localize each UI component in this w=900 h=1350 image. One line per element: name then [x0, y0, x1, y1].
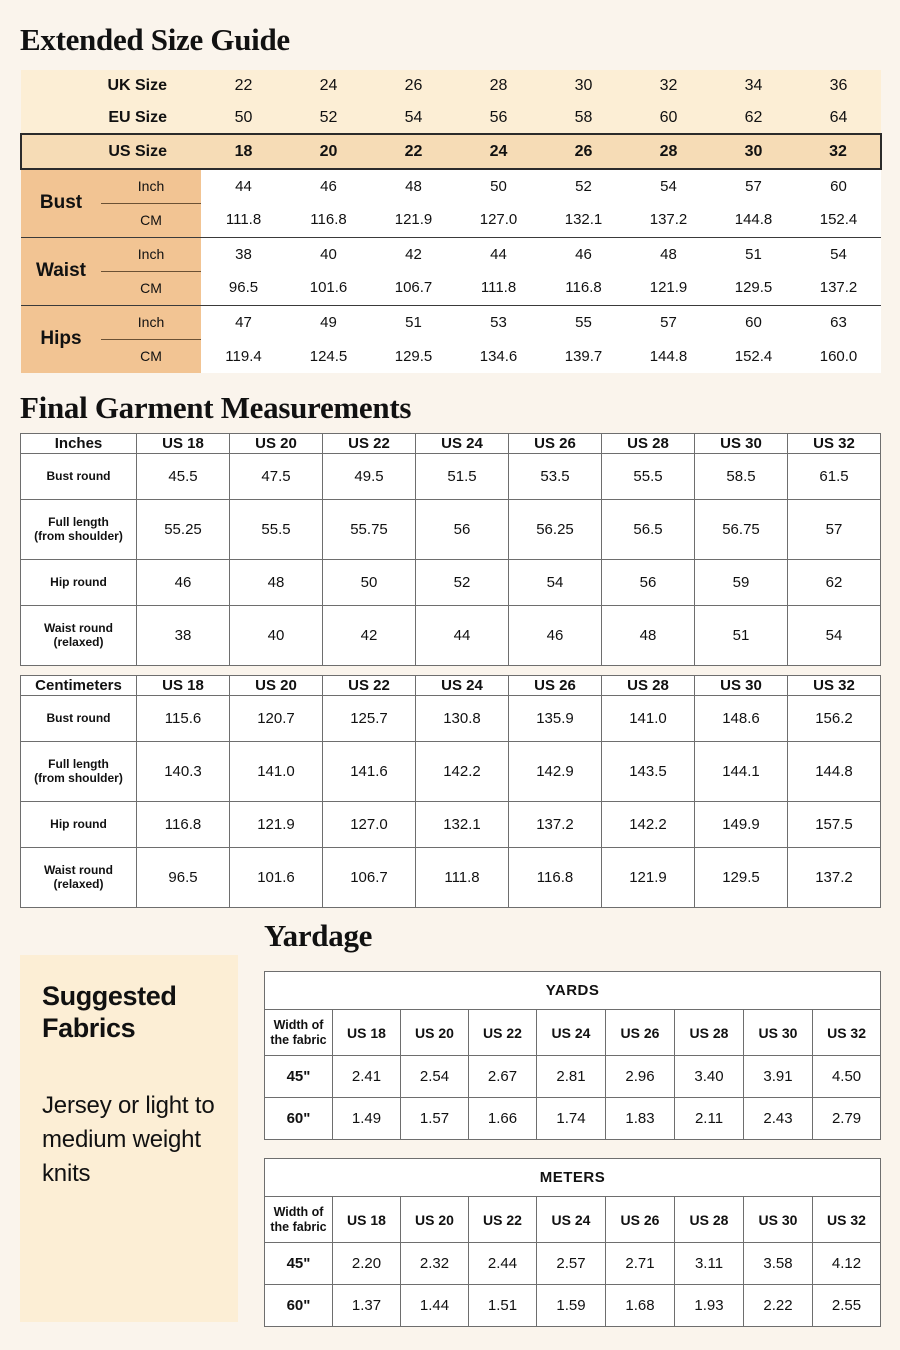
measurement-value: 144.8 [626, 339, 711, 373]
measurement-value: 48 [371, 169, 456, 203]
garment-inches-value: 55.5 [602, 454, 695, 500]
meters-value: 2.55 [813, 1285, 881, 1327]
meters-value: 1.68 [606, 1285, 675, 1327]
garment-inches-column-header: US 20 [230, 434, 323, 454]
yards-value: 2.54 [401, 1056, 469, 1098]
garment-cm-value: 121.9 [602, 848, 695, 908]
table-row [265, 1243, 881, 1285]
yards-width-label: 60" [265, 1098, 333, 1140]
yardage-section-title: Yardage [264, 918, 373, 953]
yards-column-header: US 22 [469, 1010, 537, 1056]
meters-column-header: US 22 [469, 1197, 537, 1243]
yards-value: 3.40 [675, 1056, 744, 1098]
measurement-value: 40 [286, 237, 371, 271]
garment-cm-table [20, 675, 881, 908]
garment-inches-value: 45.5 [137, 454, 230, 500]
garment-inches-value: 51 [695, 606, 788, 666]
yards-corner-label: Width of the fabric [265, 1010, 333, 1056]
size-value: 60 [626, 102, 711, 134]
garment-cm-value: 132.1 [416, 802, 509, 848]
garment-cm-value: 135.9 [509, 696, 602, 742]
measurement-value: 137.2 [626, 203, 711, 237]
size-value: 58 [541, 102, 626, 134]
yards-value: 1.49 [333, 1098, 401, 1140]
yards-column-header: US 18 [333, 1010, 401, 1056]
yards-value: 1.83 [606, 1098, 675, 1140]
garment-inches-table [20, 433, 881, 666]
garment-inches-corner-label: Inches [21, 434, 137, 454]
measurement-value: 134.6 [456, 339, 541, 373]
size-value: 64 [796, 102, 881, 134]
yards-value: 2.67 [469, 1056, 537, 1098]
meters-value: 4.12 [813, 1243, 881, 1285]
size-value: 26 [541, 134, 626, 169]
yards-column-header: US 24 [537, 1010, 606, 1056]
garment-cm-value: 125.7 [323, 696, 416, 742]
measurement-value: 101.6 [286, 271, 371, 305]
garment-inches-value: 57 [788, 500, 881, 560]
measurement-value: 47 [201, 305, 286, 339]
measurement-row-waist-cm [21, 271, 881, 305]
size-row-uk-size [21, 70, 881, 102]
measurement-value: 127.0 [456, 203, 541, 237]
garment-cm-value: 142.2 [602, 802, 695, 848]
unit-label-inch: Inch [101, 305, 201, 339]
measurement-value: 48 [626, 237, 711, 271]
garment-inches-value: 56 [416, 500, 509, 560]
size-value: 34 [711, 70, 796, 102]
garment-inches-value: 52 [416, 560, 509, 606]
meters-corner-label: Width of the fabric [265, 1197, 333, 1243]
measurement-value: 63 [796, 305, 881, 339]
garment-inches-value: 38 [137, 606, 230, 666]
garment-cm-value: 127.0 [323, 802, 416, 848]
table-row [21, 696, 881, 742]
table-row [21, 848, 881, 908]
table-row [21, 802, 881, 848]
garment-inches-value: 42 [323, 606, 416, 666]
measurement-value: 49 [286, 305, 371, 339]
table-row [21, 454, 881, 500]
measurement-value: 54 [796, 237, 881, 271]
garment-inches-value: 56.5 [602, 500, 695, 560]
measurement-value: 51 [371, 305, 456, 339]
measurement-value: 116.8 [286, 203, 371, 237]
garment-cm-value: 121.9 [230, 802, 323, 848]
size-value: 18 [201, 134, 286, 169]
size-row-label: EU Size [21, 102, 201, 134]
garment-cm-value: 115.6 [137, 696, 230, 742]
size-row-eu-size [21, 102, 881, 134]
meters-column-header: US 20 [401, 1197, 469, 1243]
garment-cm-value: 137.2 [509, 802, 602, 848]
garment-inches-header-row [21, 434, 881, 454]
measurement-value: 38 [201, 237, 286, 271]
size-value: 30 [711, 134, 796, 169]
garment-cm-value: 129.5 [695, 848, 788, 908]
table-row [21, 560, 881, 606]
garment-cm-value: 111.8 [416, 848, 509, 908]
size-row-us-size [21, 134, 881, 169]
yards-column-header: US 26 [606, 1010, 675, 1056]
garment-cm-header-row [21, 676, 881, 696]
measurement-row-waist-inch [21, 237, 881, 271]
table-row [21, 742, 881, 802]
measurement-value: 57 [711, 169, 796, 203]
table-row [21, 606, 881, 666]
measurement-value: 111.8 [456, 271, 541, 305]
garment-inches-value: 56 [602, 560, 695, 606]
size-value: 32 [626, 70, 711, 102]
garment-inches-value: 51.5 [416, 454, 509, 500]
garment-inches-value: 44 [416, 606, 509, 666]
garment-cm-row-label: Waist round (relaxed) [21, 848, 137, 908]
garment-inches-value: 62 [788, 560, 881, 606]
suggested-fabrics-title: Suggested Fabrics [42, 981, 177, 1043]
garment-cm-value: 157.5 [788, 802, 881, 848]
measurement-value: 46 [286, 169, 371, 203]
size-value: 32 [796, 134, 881, 169]
garment-cm-row-label: Full length (from shoulder) [21, 742, 137, 802]
measurement-value: 124.5 [286, 339, 371, 373]
measurement-value: 46 [541, 237, 626, 271]
garment-cm-column-header: US 26 [509, 676, 602, 696]
measurement-value: 54 [626, 169, 711, 203]
meters-column-header: US 32 [813, 1197, 881, 1243]
meters-value: 3.11 [675, 1243, 744, 1285]
table-row [21, 500, 881, 560]
garment-cm-value: 156.2 [788, 696, 881, 742]
unit-label-cm: CM [101, 203, 201, 237]
garment-inches-column-header: US 28 [602, 434, 695, 454]
measurement-row-bust-cm [21, 203, 881, 237]
garment-inches-column-header: US 18 [137, 434, 230, 454]
garment-inches-value: 61.5 [788, 454, 881, 500]
garment-inches-value: 40 [230, 606, 323, 666]
garment-inches-row-label: Hip round [21, 560, 137, 606]
meters-value: 2.22 [744, 1285, 813, 1327]
garment-inches-value: 46 [137, 560, 230, 606]
meters-width-label: 45" [265, 1243, 333, 1285]
garment-inches-value: 55.5 [230, 500, 323, 560]
garment-cm-value: 106.7 [323, 848, 416, 908]
yards-column-header: US 20 [401, 1010, 469, 1056]
meters-value: 2.44 [469, 1243, 537, 1285]
meters-width-label: 60" [265, 1285, 333, 1327]
measurement-value: 121.9 [371, 203, 456, 237]
table-row [265, 1056, 881, 1098]
measurement-row-hips-cm [21, 339, 881, 373]
yardage-meters-table [264, 1158, 881, 1327]
garment-cm-column-header: US 28 [602, 676, 695, 696]
garment-cm-value: 143.5 [602, 742, 695, 802]
size-value: 22 [371, 134, 456, 169]
garment-inches-value: 50 [323, 560, 416, 606]
garment-cm-column-header: US 32 [788, 676, 881, 696]
garment-cm-column-header: US 24 [416, 676, 509, 696]
measurement-value: 106.7 [371, 271, 456, 305]
yards-value: 1.57 [401, 1098, 469, 1140]
yards-header-row [265, 1010, 881, 1056]
measurement-value: 52 [541, 169, 626, 203]
body-size-table [20, 70, 882, 373]
garment-inches-row-label: Full length (from shoulder) [21, 500, 137, 560]
garment-cm-value: 96.5 [137, 848, 230, 908]
garment-inches-row-label: Waist round (relaxed) [21, 606, 137, 666]
measurement-row-bust-inch [21, 169, 881, 203]
garment-cm-column-header: US 30 [695, 676, 788, 696]
garment-cm-value: 141.0 [602, 696, 695, 742]
meters-value: 1.44 [401, 1285, 469, 1327]
size-value: 22 [201, 70, 286, 102]
suggested-fabrics-body: Jersey or light to medium weight knits [42, 1091, 215, 1187]
meters-column-header: US 24 [537, 1197, 606, 1243]
garment-inches-column-header: US 24 [416, 434, 509, 454]
unit-label-cm: CM [101, 339, 201, 373]
yards-caption-row [265, 972, 881, 1010]
unit-label-cm: CM [101, 271, 201, 305]
yards-column-header: US 32 [813, 1010, 881, 1056]
measurement-value: 96.5 [201, 271, 286, 305]
yards-column-header: US 30 [744, 1010, 813, 1056]
garment-cm-row-label: Bust round [21, 696, 137, 742]
meters-column-header: US 26 [606, 1197, 675, 1243]
size-value: 28 [626, 134, 711, 169]
garment-cm-value: 144.8 [788, 742, 881, 802]
suggested-fabrics-panel [20, 955, 238, 1322]
garment-cm-value: 142.9 [509, 742, 602, 802]
garment-cm-value: 137.2 [788, 848, 881, 908]
garment-inches-value: 56.25 [509, 500, 602, 560]
yards-value: 2.81 [537, 1056, 606, 1098]
measurement-value: 121.9 [626, 271, 711, 305]
garment-cm-value: 120.7 [230, 696, 323, 742]
size-value: 52 [286, 102, 371, 134]
meters-value: 1.51 [469, 1285, 537, 1327]
yards-width-label: 45" [265, 1056, 333, 1098]
garment-cm-value: 130.8 [416, 696, 509, 742]
measurement-value: 111.8 [201, 203, 286, 237]
garment-cm-value: 149.9 [695, 802, 788, 848]
measurement-value: 55 [541, 305, 626, 339]
measurement-value: 144.8 [711, 203, 796, 237]
yards-value: 2.11 [675, 1098, 744, 1140]
garment-inches-value: 48 [230, 560, 323, 606]
table-row [265, 1285, 881, 1327]
page-title: Extended Size Guide [20, 22, 290, 57]
yards-column-header: US 28 [675, 1010, 744, 1056]
yardage-yards-table [264, 971, 881, 1140]
meters-value: 1.37 [333, 1285, 401, 1327]
measurement-value: 60 [711, 305, 796, 339]
meters-value: 2.57 [537, 1243, 606, 1285]
garment-inches-value: 55.75 [323, 500, 416, 560]
measurement-value: 44 [201, 169, 286, 203]
size-value: 50 [201, 102, 286, 134]
measurement-value: 137.2 [796, 271, 881, 305]
measurement-value: 119.4 [201, 339, 286, 373]
garment-inches-column-header: US 32 [788, 434, 881, 454]
size-value: 28 [456, 70, 541, 102]
garment-cm-row-label: Hip round [21, 802, 137, 848]
meters-column-header: US 30 [744, 1197, 813, 1243]
size-value: 20 [286, 134, 371, 169]
garment-inches-value: 54 [509, 560, 602, 606]
meters-value: 1.59 [537, 1285, 606, 1327]
measurement-value: 129.5 [371, 339, 456, 373]
garment-inches-value: 56.75 [695, 500, 788, 560]
garment-cm-column-header: US 20 [230, 676, 323, 696]
yards-caption: YARDS [265, 972, 881, 1010]
garment-inches-column-header: US 26 [509, 434, 602, 454]
size-row-label: UK Size [21, 70, 201, 102]
meters-column-header: US 18 [333, 1197, 401, 1243]
garment-inches-column-header: US 30 [695, 434, 788, 454]
yards-value: 2.79 [813, 1098, 881, 1140]
measurement-value: 57 [626, 305, 711, 339]
garment-cm-corner-label: Centimeters [21, 676, 137, 696]
garment-cm-value: 141.0 [230, 742, 323, 802]
yards-value: 1.74 [537, 1098, 606, 1140]
measurement-value: 50 [456, 169, 541, 203]
measurement-value: 51 [711, 237, 796, 271]
yards-value: 4.50 [813, 1056, 881, 1098]
garment-inches-value: 47.5 [230, 454, 323, 500]
meters-header-row [265, 1197, 881, 1243]
meters-value: 2.20 [333, 1243, 401, 1285]
garment-cm-value: 101.6 [230, 848, 323, 908]
measurement-name: Waist [21, 237, 101, 305]
yards-value: 1.66 [469, 1098, 537, 1140]
size-value: 24 [456, 134, 541, 169]
measurement-name: Bust [21, 169, 101, 237]
measurement-value: 152.4 [796, 203, 881, 237]
measurement-name: Hips [21, 305, 101, 373]
measurement-value: 139.7 [541, 339, 626, 373]
size-value: 62 [711, 102, 796, 134]
meters-value: 2.32 [401, 1243, 469, 1285]
garment-cm-value: 140.3 [137, 742, 230, 802]
measurement-value: 44 [456, 237, 541, 271]
meters-value: 3.58 [744, 1243, 813, 1285]
meters-column-header: US 28 [675, 1197, 744, 1243]
measurement-value: 132.1 [541, 203, 626, 237]
garment-cm-column-header: US 18 [137, 676, 230, 696]
garment-inches-value: 54 [788, 606, 881, 666]
size-value: 26 [371, 70, 456, 102]
size-row-label: US Size [21, 134, 201, 169]
unit-label-inch: Inch [101, 237, 201, 271]
table-row [265, 1098, 881, 1140]
garment-inches-row-label: Bust round [21, 454, 137, 500]
garment-cm-column-header: US 22 [323, 676, 416, 696]
meters-value: 1.93 [675, 1285, 744, 1327]
garment-inches-value: 48 [602, 606, 695, 666]
garment-cm-value: 144.1 [695, 742, 788, 802]
size-value: 54 [371, 102, 456, 134]
garment-inches-value: 53.5 [509, 454, 602, 500]
measurement-value: 60 [796, 169, 881, 203]
garment-inches-value: 59 [695, 560, 788, 606]
yards-value: 2.96 [606, 1056, 675, 1098]
meters-value: 2.71 [606, 1243, 675, 1285]
yards-value: 3.91 [744, 1056, 813, 1098]
meters-caption: METERS [265, 1159, 881, 1197]
garment-inches-value: 58.5 [695, 454, 788, 500]
garment-inches-value: 55.25 [137, 500, 230, 560]
measurement-value: 152.4 [711, 339, 796, 373]
garment-inches-column-header: US 22 [323, 434, 416, 454]
garment-cm-value: 116.8 [509, 848, 602, 908]
measurement-value: 129.5 [711, 271, 796, 305]
garment-cm-value: 148.6 [695, 696, 788, 742]
measurement-value: 42 [371, 237, 456, 271]
garment-section-title: Final Garment Measurements [20, 390, 412, 425]
size-value: 36 [796, 70, 881, 102]
measurement-row-hips-inch [21, 305, 881, 339]
size-value: 24 [286, 70, 371, 102]
garment-cm-value: 141.6 [323, 742, 416, 802]
size-value: 30 [541, 70, 626, 102]
unit-label-inch: Inch [101, 169, 201, 203]
garment-cm-value: 116.8 [137, 802, 230, 848]
measurement-value: 160.0 [796, 339, 881, 373]
yards-value: 2.41 [333, 1056, 401, 1098]
garment-inches-value: 49.5 [323, 454, 416, 500]
yards-value: 2.43 [744, 1098, 813, 1140]
meters-caption-row [265, 1159, 881, 1197]
measurement-value: 53 [456, 305, 541, 339]
size-value: 56 [456, 102, 541, 134]
measurement-value: 116.8 [541, 271, 626, 305]
garment-inches-value: 46 [509, 606, 602, 666]
garment-cm-value: 142.2 [416, 742, 509, 802]
